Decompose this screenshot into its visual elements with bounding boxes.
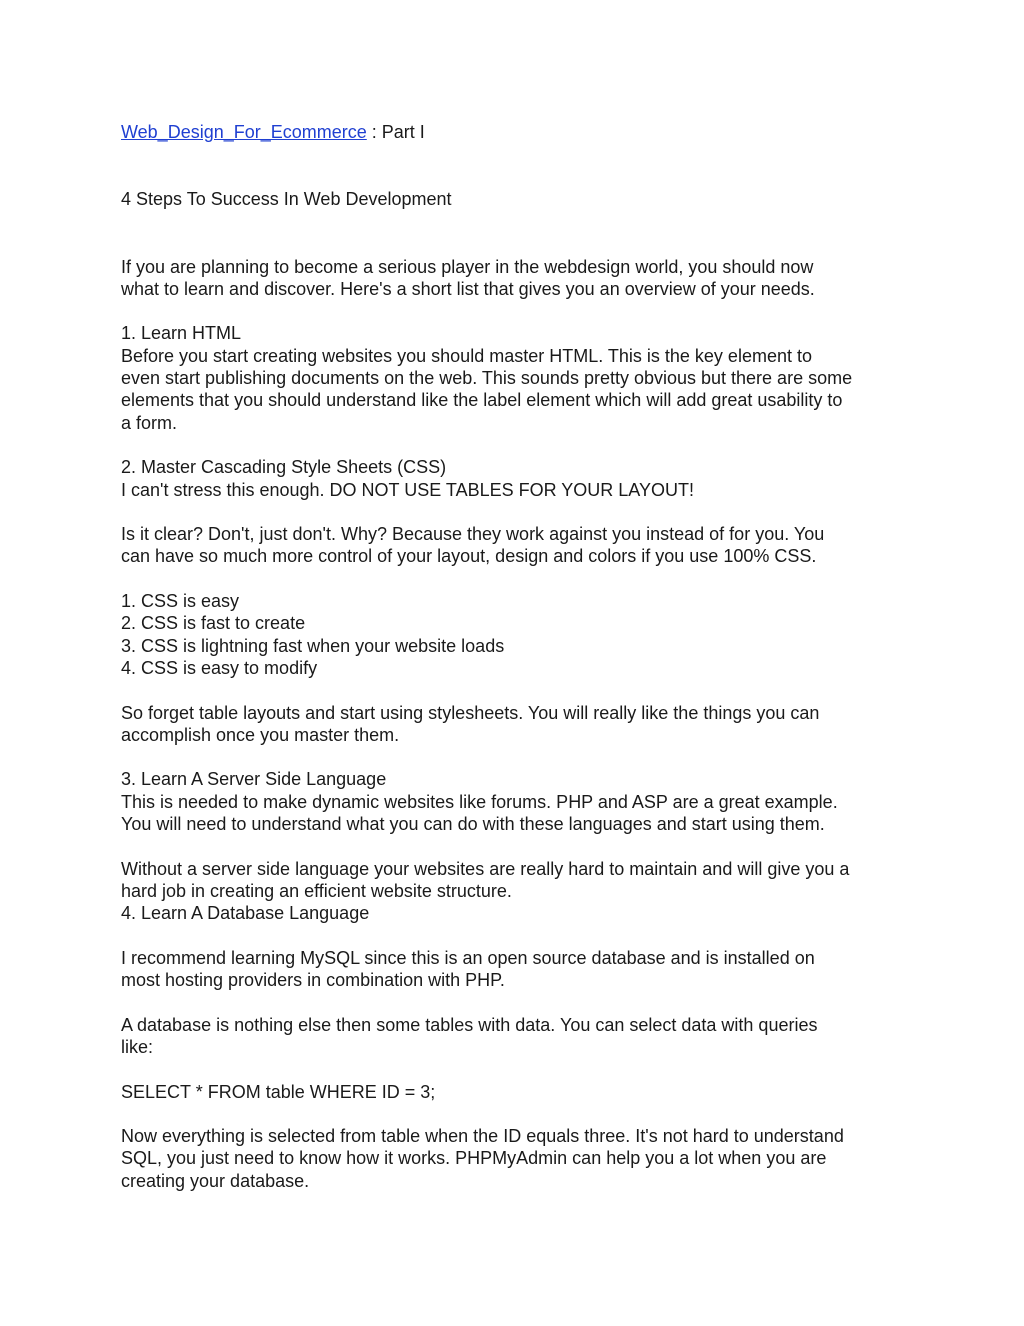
step-1-html-section: 1. Learn HTML Before you start creating websites you should master HTML. This is the key element to even start publishing documents on the web. This sounds pretty obvious but there are some elements that you should understand like the label element which will add great usability to a form. xyxy=(121,323,853,433)
stylesheets-paragraph: So forget table layouts and start using stylesheets. You will really like the things you can accomplish once you master them. xyxy=(121,702,820,745)
database-paragraph: A database is nothing else then some tables with data. You can select data with queries like: xyxy=(121,1014,818,1057)
sql-explanation-paragraph: Now everything is selected from table when the ID equals three. It's not hard to understand SQL, you just need to know how it works. PHPMyAdmin can help you a lot when you are creating your database. xyxy=(121,1126,844,1191)
mysql-paragraph: I recommend learning MySQL since this is an open source database and is installed on most hosting providers in combination with PHP. xyxy=(121,947,815,991)
intro-paragraph: If you are planning to become a serious player in the webdesign world, you should now what to learn and discover. Here's a short list that gives you an overview of your needs. xyxy=(121,256,815,299)
document-header xyxy=(121,121,911,143)
web-design-for-ecommerce-link[interactable]: Web_Design_For_Ecommerce xyxy=(121,122,367,142)
sql-query-example: SELECT * FROM table WHERE ID = 3; xyxy=(121,1081,436,1102)
server-language-paragraph: Without a server side language your websites are really hard to maintain and will give you a hard job in creating an efficient website structure. xyxy=(121,858,850,901)
header-suffix: : Part I xyxy=(366,122,425,142)
step-2-css-section: 2. Master Cascading Style Sheets (CSS) I can't stress this enough. DO NOT USE TABLES FOR YOUR LAYOUT! xyxy=(121,457,694,500)
document-body xyxy=(121,121,911,1192)
document-subtitle: 4 Steps To Success In Web Development xyxy=(121,189,452,210)
css-clarification-paragraph: Is it clear? Don't, just don't. Why? Because they work against you instead of for you. You can have so much more control of your layout, design and colors if you use 100% CSS. xyxy=(121,524,825,567)
css-benefits-list: 1. CSS is easy 2. CSS is fast to create 3. CSS is lightning fast when your website loads 4. CSS is easy to modify xyxy=(121,591,505,678)
step-4-database-heading: 4. Learn A Database Language xyxy=(121,903,370,924)
step-3-server-language-section: 3. Learn A Server Side Language This is needed to make dynamic websites like forums. PHP and ASP are a great example. You will need to understand what you can do with these languages and start using them. xyxy=(121,769,838,835)
